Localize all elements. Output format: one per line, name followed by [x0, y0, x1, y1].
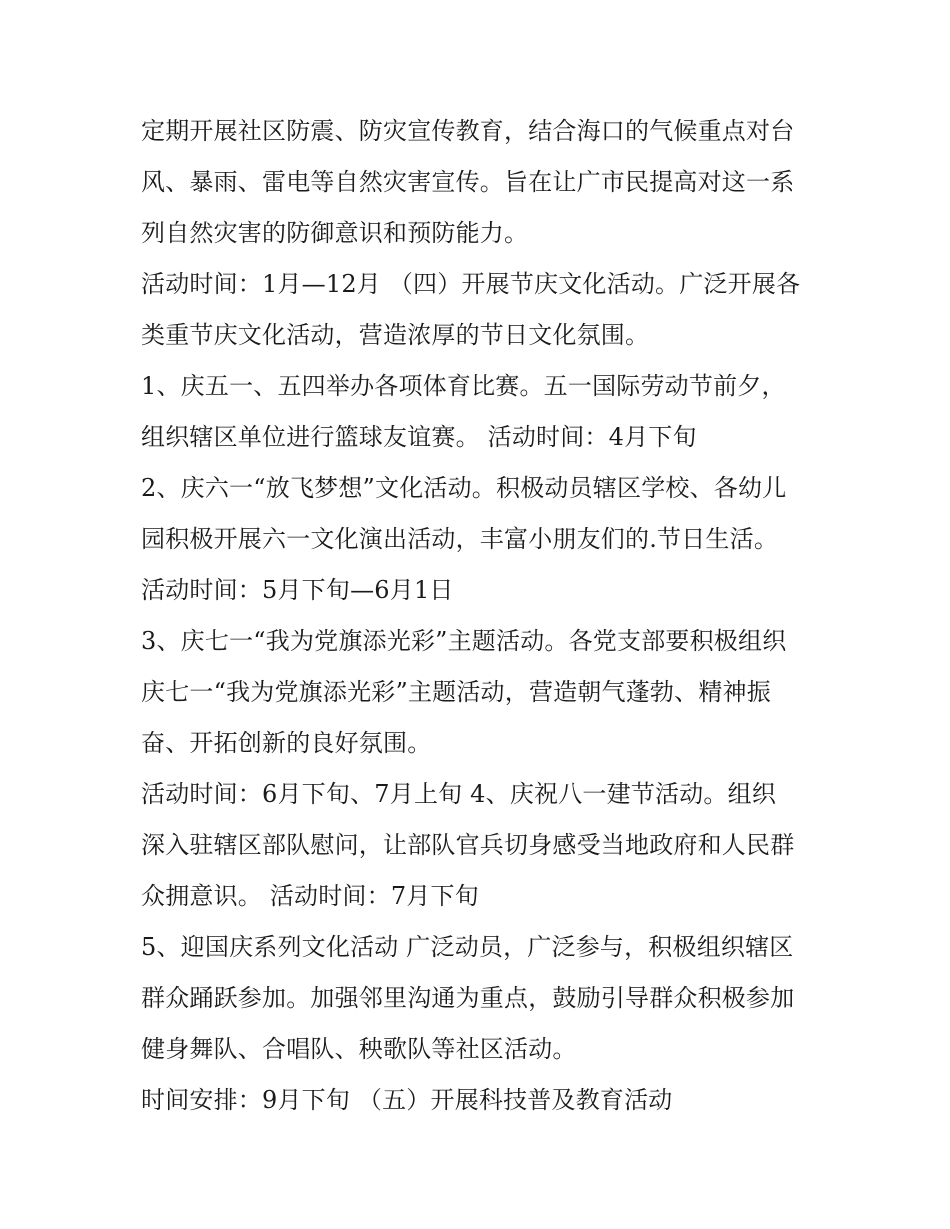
- text-line: 园积极开展六一文化演出活动，丰富小朋友们的.节日生活。: [141, 525, 779, 553]
- text-line: 类重节庆文化活动，营造浓厚的节日文化氛围。: [141, 321, 650, 349]
- text-line: 活动时间：1月—12月 （四）开展节庆文化活动。广泛开展各: [141, 270, 801, 298]
- text-line: 健身舞队、合唱队、秧歌队等社区活动。: [141, 1035, 577, 1063]
- text-line: 风、暴雨、雷电等自然灾害宣传。旨在让广市民提高对这一系: [141, 168, 795, 196]
- text-line: 庆七一“我为党旗添光彩”主题活动，营造朝气蓬勃、精神振: [141, 678, 771, 706]
- document-body: [141, 106, 821, 1126]
- text-line: 1、庆五一、五四举办各项体育比赛。五一国际劳动节前夕，: [141, 372, 786, 400]
- text-line: 深入驻辖区部队慰问，让部队官兵切身感受当地政府和人民群: [141, 831, 795, 859]
- text-line: 活动时间：5月下旬—6月1日: [141, 576, 454, 604]
- text-line: 众拥意识。 活动时间：7月下旬: [141, 882, 479, 910]
- text-line: 时间安排：9月下旬 （五）开展科技普及教育活动: [141, 1086, 673, 1114]
- text-line: 列自然灾害的防御意识和预防能力。: [141, 219, 529, 247]
- text-line: 3、庆七一“我为党旗添光彩”主题活动。各党支部要积极组织: [141, 627, 787, 655]
- text-line: 奋、开拓创新的良好氛围。: [141, 729, 432, 757]
- text-line: 2、庆六一“放飞梦想”文化活动。积极动员辖区学校、各幼儿: [141, 474, 787, 502]
- text-line: 5、迎国庆系列文化活动 广泛动员，广泛参与，积极组织辖区: [141, 933, 794, 961]
- text-line: 群众踊跃参加。加强邻里沟通为重点，鼓励引导群众积极参加: [141, 984, 795, 1012]
- text-line: 活动时间：6月下旬、7月上旬 4、庆祝八一建节活动。组织: [141, 780, 777, 808]
- text-line: 组织辖区单位进行篮球友谊赛。 活动时间：4月下旬: [141, 423, 697, 451]
- text-line: 定期开展社区防震、防灾宣传教育，结合海口的气候重点对台: [141, 117, 795, 145]
